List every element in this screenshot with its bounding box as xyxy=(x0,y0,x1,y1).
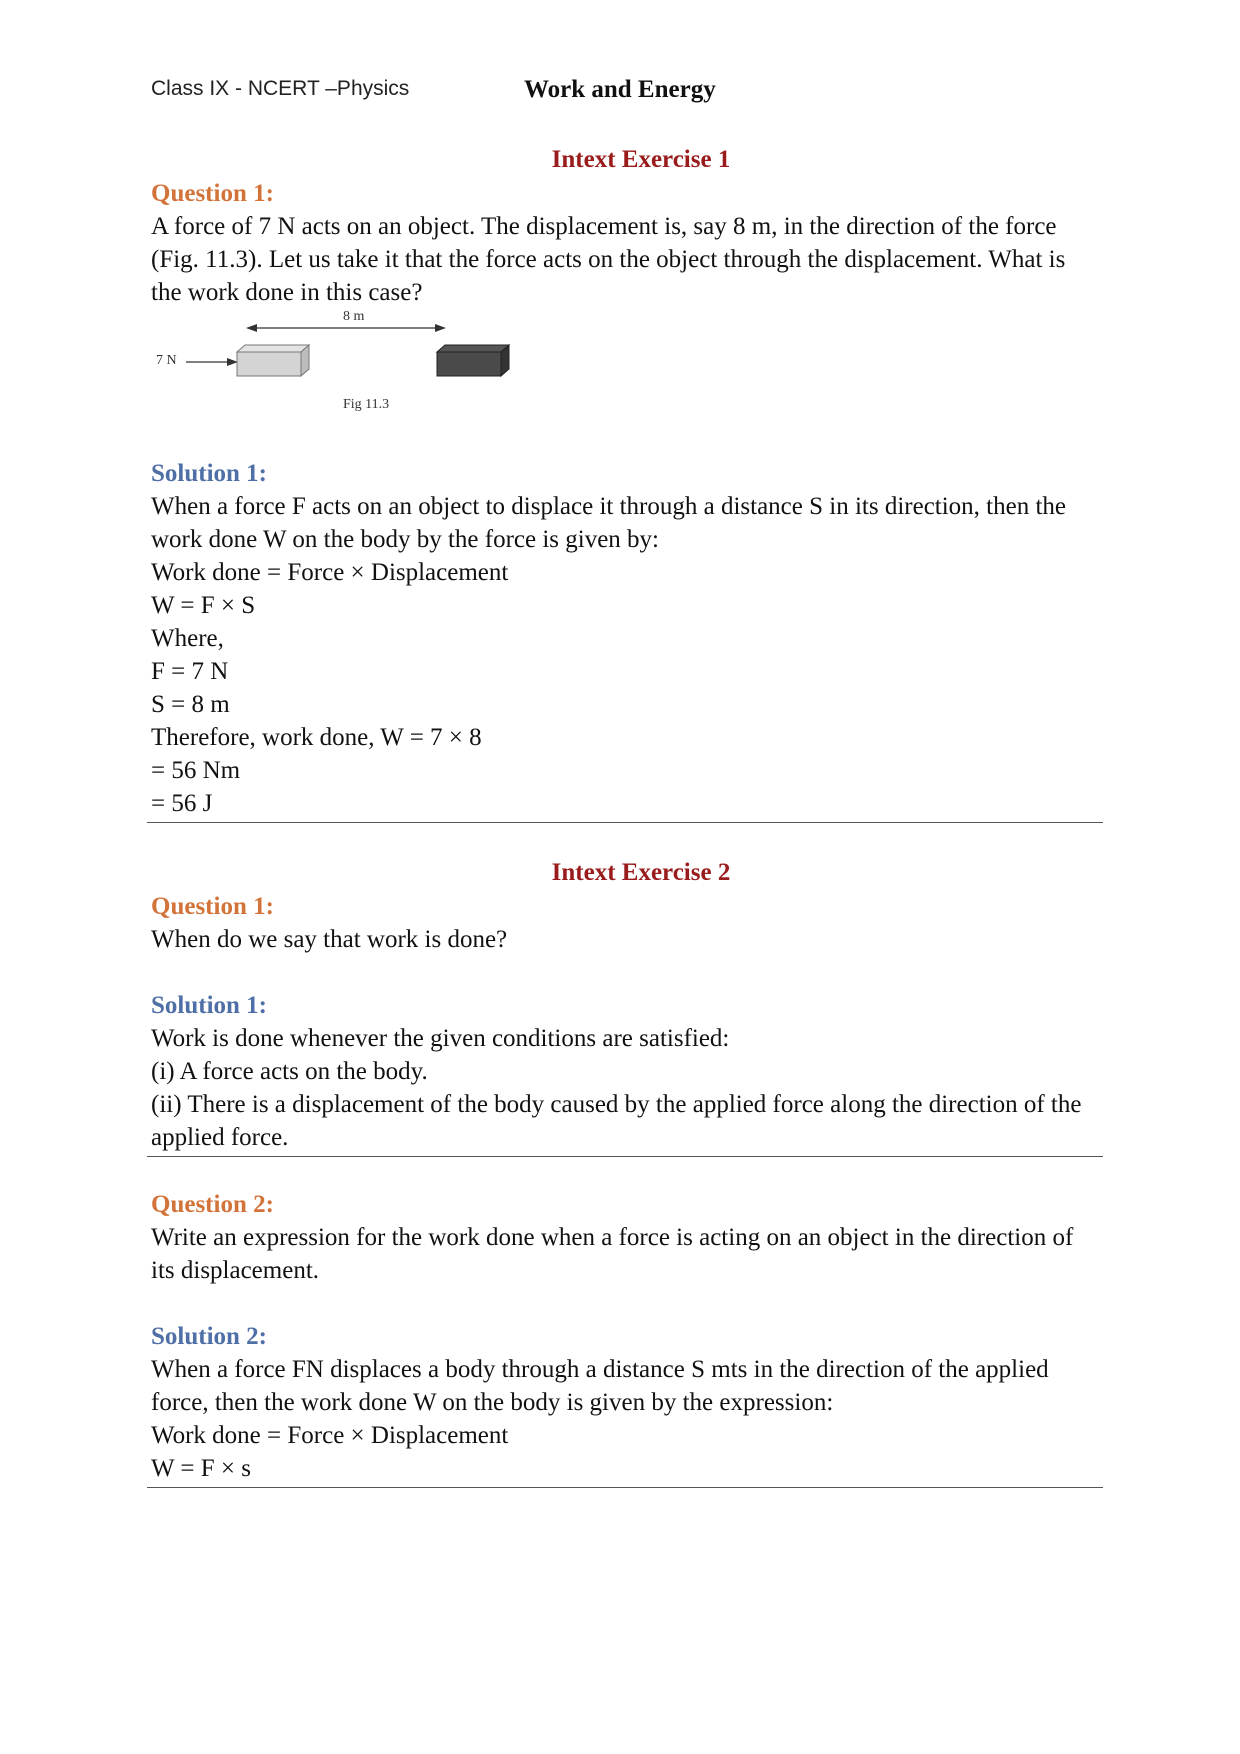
figure-11-3 xyxy=(151,309,671,449)
exercise-1-title: Intext Exercise 1 xyxy=(551,146,731,173)
ex2-question-1-label: Question 1: xyxy=(151,893,274,920)
ex2-solution-2-line: W = F × s xyxy=(151,1455,251,1482)
exercise-2-title: Intext Exercise 2 xyxy=(551,859,731,886)
header-title: Work and Energy xyxy=(524,76,716,103)
ex1-question-1-label: Question 1: xyxy=(151,180,274,207)
ex1-solution-line: = 56 J xyxy=(151,790,213,817)
figure-drawing xyxy=(151,309,671,449)
document-content xyxy=(151,146,1101,1488)
ex2-solution-1-label: Solution 1: xyxy=(151,992,268,1019)
ex2-solution-1-text: (ii) There is a displacement of the body caused by the applied force along the direction of the applied force. xyxy=(151,1091,1082,1151)
ex1-solution-line: F = 7 N xyxy=(151,658,229,685)
ex2-question-1-text: When do we say that work is done? xyxy=(151,926,508,953)
ex2-question-2-label: Question 2: xyxy=(151,1191,274,1218)
ex1-solution-line: Work done = Force × Displacement xyxy=(151,559,509,586)
ex2-solution-2-text: When a force FN displaces a body through a distance S mts in the direction of the applied force, then the work done W on the body is given by the expression: xyxy=(151,1356,1049,1416)
figure-force-label: 7 N xyxy=(156,353,177,368)
ex1-solution-1-label: Solution 1: xyxy=(151,460,268,487)
ex1-question-1-text: A force of 7 N acts on an object. The displacement is, say 8 m, in the direction of the force (Fig. 11.3). Let us take it that the force acts on the object through the displacement. What is the work done in this case? xyxy=(151,213,1066,306)
section-divider xyxy=(147,1487,1103,1488)
ex1-solution-1-text: When a force F acts on an object to displace it through a distance S in its direction, then the work done W on the body by the force is given by: xyxy=(151,493,1067,553)
ex2-solution-1-line: (i) A force acts on the body. xyxy=(151,1058,428,1085)
block-initial-position xyxy=(237,345,309,376)
distance-arrow xyxy=(246,324,446,332)
ex1-solution-line: Where, xyxy=(151,625,224,652)
ex2-question-2-text: Write an expression for the work done when a force is acting on an object in the direction of its displacement. xyxy=(151,1224,1074,1284)
block-final-position xyxy=(437,345,509,376)
force-arrow xyxy=(186,358,238,366)
ex1-solution-line: = 56 Nm xyxy=(151,757,241,784)
ex2-solution-2-line: Work done = Force × Displacement xyxy=(151,1422,509,1449)
ex1-solution-line: Therefore, work done, W = 7 × 8 xyxy=(151,724,482,751)
ex2-solution-1-line: Work is done whenever the given conditions are satisfied: xyxy=(151,1025,730,1052)
figure-distance-label: 8 m xyxy=(343,309,365,324)
figure-caption: Fig 11.3 xyxy=(343,397,390,412)
ex1-solution-line: W = F × S xyxy=(151,592,256,619)
ex2-solution-2-label: Solution 2: xyxy=(151,1323,268,1350)
ex1-solution-line: S = 8 m xyxy=(151,691,230,718)
header-class-label: Class IX - NCERT –Physics xyxy=(151,77,410,100)
